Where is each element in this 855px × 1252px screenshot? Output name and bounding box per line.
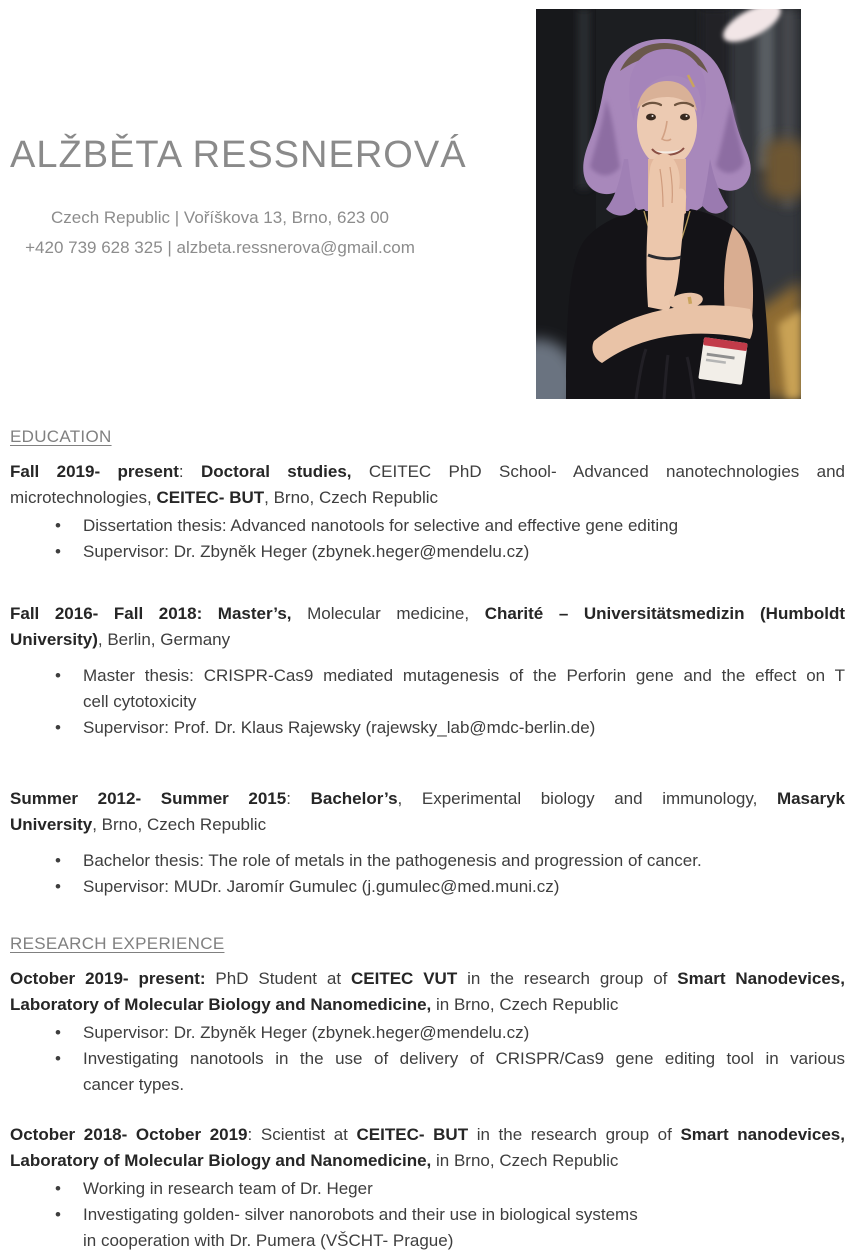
- bullet-text: Supervisor: Dr. Zbyněk Heger (zbynek.heger@mendelu.cz): [83, 542, 530, 561]
- list-item: [55, 1046, 845, 1098]
- bullet-text: Investigating nanotools in the use of delivery of CRISPR/Cas9 gene editing tool in various cancer types.: [83, 1049, 845, 1094]
- entry-bullet-list: [55, 1176, 845, 1252]
- bullet-marker: •: [55, 877, 61, 896]
- bullet-marker: •: [55, 666, 61, 685]
- person-eyes: [646, 114, 656, 121]
- entry-bullet-list: [55, 1020, 845, 1098]
- bullet-text: Investigating golden- silver nanorobots and their use in biological systems in cooperation with Dr. Pumera (VŠCHT- Prague): [83, 1205, 638, 1250]
- page-title: ALŽBĚTA RESSNEROVÁ: [10, 134, 467, 177]
- portrait-photo-illustration: [536, 9, 801, 399]
- list-item: [55, 1176, 845, 1202]
- list-item: [55, 513, 845, 539]
- section-heading-education: EDUCATION: [10, 427, 112, 446]
- bullet-marker: •: [55, 1049, 61, 1068]
- bullet-text: Dissertation thesis: Advanced nanotools for selective and effective gene editing: [83, 516, 679, 535]
- entry-title: Summer 2012- Summer 2015: Bachelor’s, Experimental biology and immunology, Masaryk University, Brno, Czech Republic: [10, 789, 845, 834]
- entry-bullet-list: [55, 513, 845, 565]
- bullet-marker: •: [55, 718, 61, 737]
- entry-title: Fall 2019- present: Doctoral studies, CEITEC PhD School- Advanced nanotechnologies and microtechnologies, CEITEC- BUT, Brno, Czech Republic: [10, 462, 845, 507]
- contact-phone-email: +420 739 628 325 | alzbeta.ressnerova@gmail.com: [25, 238, 415, 257]
- list-item: [55, 874, 845, 900]
- bullet-marker: •: [55, 1179, 61, 1198]
- list-item: [55, 1202, 845, 1252]
- list-item: [55, 663, 845, 715]
- list-item: [55, 848, 845, 874]
- list-item: [55, 715, 845, 741]
- contact-block: [0, 203, 440, 263]
- research-entry-phd-student: [10, 966, 845, 1098]
- portrait-photo: [536, 9, 801, 399]
- bullet-text: Supervisor: Prof. Dr. Klaus Rajewsky (rajewsky_lab@mdc-berlin.de): [83, 718, 596, 737]
- bullet-marker: •: [55, 516, 61, 535]
- education-entry-masters: [10, 601, 845, 741]
- bullet-text: Master thesis: CRISPR-Cas9 mediated mutagenesis of the Perforin gene and the effect on T cell cytotoxicity: [83, 666, 845, 711]
- entry-title: October 2019- present: PhD Student at CEITEC VUT in the research group of Smart Nanodevices, Laboratory of Molecular Biology and Nanomedicine, in Brno, Czech Republic: [10, 969, 845, 1014]
- list-item: [55, 539, 845, 565]
- section-heading-research-experience: RESEARCH EXPERIENCE: [10, 934, 225, 953]
- bullet-marker: •: [55, 1205, 61, 1224]
- bullet-text: Supervisor: MUDr. Jaromír Gumulec (j.gumulec@med.muni.cz): [83, 877, 560, 896]
- education-entry-doctoral: [10, 459, 845, 565]
- research-entry-scientist: [10, 1122, 845, 1252]
- name-badge: [698, 337, 747, 385]
- list-item: [55, 1020, 845, 1046]
- entry-title: October 2018- October 2019: Scientist at CEITEC- BUT in the research group of Smart nanodevices, Laboratory of Molecular Biology and Nanomedicine, in Brno, Czech Republic: [10, 1125, 845, 1170]
- entry-title: Fall 2016- Fall 2018: Master’s, Molecular medicine, Charité – Universitätsmedizin (Humboldt University), Berlin, Germany: [10, 604, 846, 649]
- bullet-text: Supervisor: Dr. Zbyněk Heger (zbynek.heger@mendelu.cz): [83, 1023, 530, 1042]
- bullet-marker: •: [55, 542, 61, 561]
- bullet-text: Working in research team of Dr. Heger: [83, 1179, 373, 1198]
- entry-bullet-list: [55, 663, 845, 741]
- cv-body: [10, 427, 845, 1252]
- entry-bullet-list: [55, 848, 845, 900]
- bullet-text: Bachelor thesis: The role of metals in the pathogenesis and progression of cancer.: [83, 851, 702, 870]
- education-entry-bachelors: [10, 786, 845, 900]
- contact-address: Czech Republic | Voříškova 13, Brno, 623 00: [51, 208, 389, 227]
- bullet-marker: •: [55, 1023, 61, 1042]
- bullet-marker: •: [55, 851, 61, 870]
